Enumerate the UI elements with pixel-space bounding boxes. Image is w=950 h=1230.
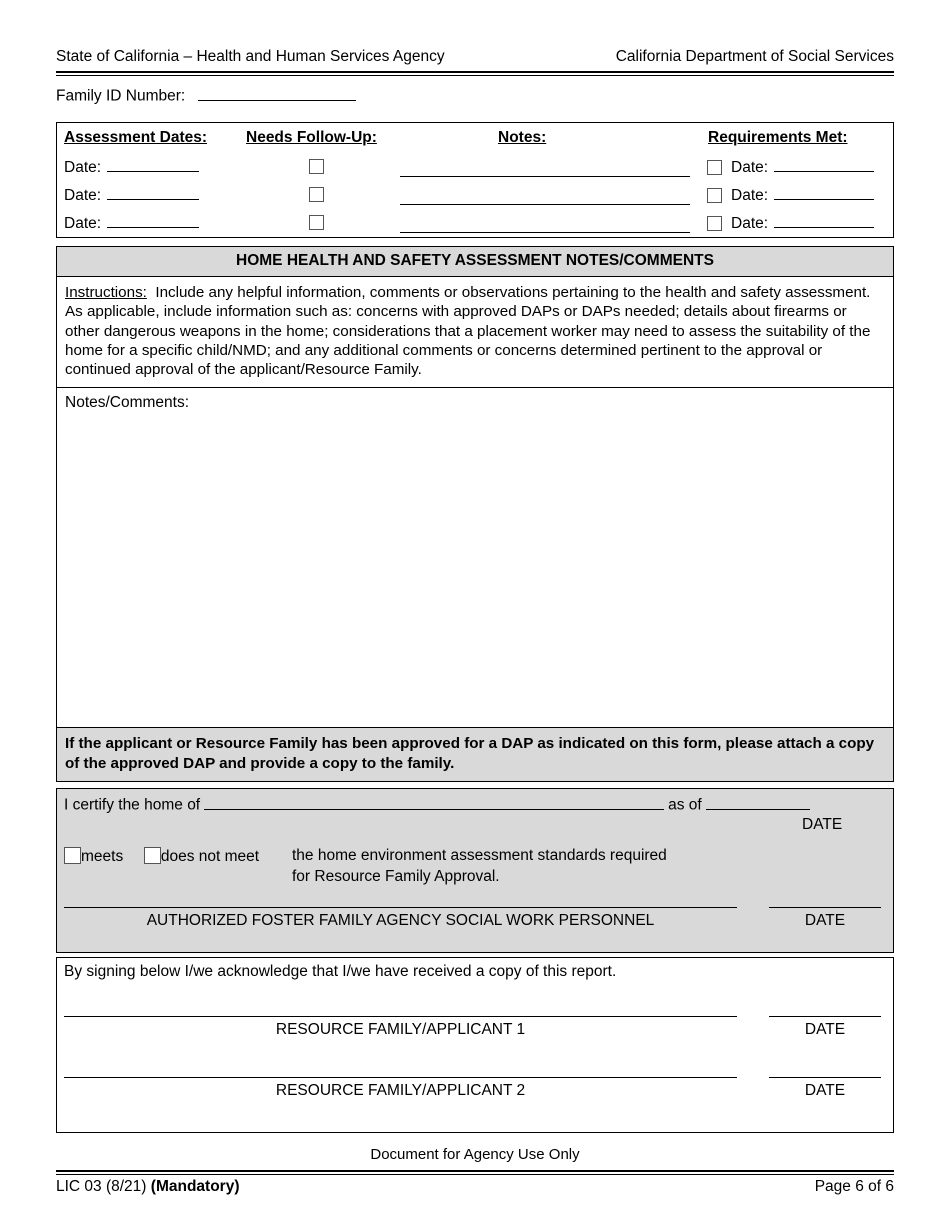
needs-follow-up-checkbox[interactable] bbox=[309, 158, 324, 176]
requirements-date-label: Date: bbox=[731, 186, 769, 204]
column-header-notes: Notes: bbox=[498, 129, 547, 146]
assessment-date-label: Date: bbox=[64, 186, 102, 204]
assessment-date-input[interactable] bbox=[107, 185, 199, 200]
does-not-meet-checkbox[interactable] bbox=[144, 847, 161, 864]
needs-follow-up-checkbox[interactable] bbox=[309, 214, 324, 232]
requirements-date-input[interactable] bbox=[774, 157, 874, 172]
certify-home-name-input[interactable] bbox=[204, 794, 664, 810]
standards-line-2: for Resource Family Approval. bbox=[292, 867, 500, 885]
footer-row bbox=[56, 1178, 894, 1196]
requirements-met-checkbox[interactable] bbox=[707, 216, 722, 231]
assessment-date-input[interactable] bbox=[107, 213, 199, 228]
standards-text bbox=[292, 846, 667, 888]
authorized-personnel-date-caption: DATE bbox=[804, 912, 846, 929]
applicant-2-caption: RESOURCE FAMILY/APPLICANT 2 bbox=[275, 1082, 526, 1099]
notes-input[interactable] bbox=[400, 176, 690, 177]
requirements-met-row bbox=[707, 185, 874, 205]
certification-block bbox=[56, 788, 894, 953]
authorized-personnel-signature-input[interactable] bbox=[64, 907, 737, 908]
does-not-meet-label: does not meet bbox=[160, 848, 260, 865]
notes-comments-textarea[interactable] bbox=[56, 388, 894, 728]
table-row bbox=[64, 213, 199, 233]
requirements-date-label: Date: bbox=[731, 158, 769, 176]
certify-as-of-label: as of bbox=[668, 796, 702, 814]
certify-as-of-date-input[interactable] bbox=[706, 794, 810, 810]
dap-notice: If the applicant or Resource Family has been approved for a DAP as indicated on this form, please attach a copy of the approved DAP and provide a copy to the family. bbox=[56, 728, 894, 782]
applicant-2-date-caption: DATE bbox=[804, 1082, 846, 1099]
header-rule-thin bbox=[56, 75, 894, 76]
column-header-requirements-met: Requirements Met: bbox=[708, 129, 848, 146]
footer-mandatory: (Mandatory) bbox=[150, 1178, 240, 1195]
meets-options bbox=[64, 847, 259, 866]
document-header bbox=[56, 48, 894, 66]
meets-checkbox[interactable] bbox=[64, 847, 81, 864]
table-row bbox=[64, 157, 199, 177]
family-id-row bbox=[56, 85, 356, 106]
checkbox-icon bbox=[309, 215, 324, 230]
notes-input[interactable] bbox=[400, 232, 690, 233]
authorized-personnel-date-input[interactable] bbox=[769, 907, 881, 908]
requirements-met-checkbox[interactable] bbox=[707, 188, 722, 203]
acknowledgement-intro: By signing below I/we acknowledge that I/we have received a copy of this report. bbox=[64, 963, 617, 980]
acknowledgement-block bbox=[56, 957, 894, 1133]
applicant-2-signature-input[interactable] bbox=[64, 1077, 737, 1078]
instructions-text: Include any helpful information, comments or observations pertaining to the health and safety assessment. As applicable, include information such as: concerns with approved DAPs or DAPs needed; details about firearms or other dangerous weapons in the home; considerations that a placement worker may need to assess the suitability of the home for a specific child/NMD; and any additional comments or concerns determined pertinent to the approval or continued approval of the applicant/Resource Family. bbox=[65, 284, 871, 379]
standards-line-1: the home environment assessment standards required bbox=[292, 847, 667, 864]
applicant-1-signature-input[interactable] bbox=[64, 1016, 737, 1017]
family-id-label: Family ID Number: bbox=[56, 87, 186, 105]
agency-right-title: California Department of Social Services bbox=[615, 48, 894, 65]
table-row bbox=[64, 185, 199, 205]
meets-label: meets bbox=[81, 848, 124, 865]
certify-line bbox=[64, 794, 886, 815]
requirements-met-checkbox[interactable] bbox=[707, 160, 722, 175]
applicant-1-caption: RESOURCE FAMILY/APPLICANT 1 bbox=[275, 1021, 526, 1038]
certify-prefix: I certify the home of bbox=[64, 796, 201, 814]
footer-form-id: LIC 03 (8/21) (Mandatory) bbox=[56, 1178, 240, 1195]
footer-page-number: Page 6 of 6 bbox=[814, 1178, 894, 1195]
requirements-met-row bbox=[707, 213, 874, 233]
assessment-date-label: Date: bbox=[64, 214, 102, 232]
authorized-personnel-caption: AUTHORIZED FOSTER FAMILY AGENCY SOCIAL WORK PERSONNEL bbox=[146, 912, 655, 929]
applicant-1-date-caption: DATE bbox=[804, 1021, 846, 1038]
requirements-date-input[interactable] bbox=[774, 185, 874, 200]
needs-follow-up-checkbox[interactable] bbox=[309, 186, 324, 204]
column-header-assessment-dates: Assessment Dates: bbox=[64, 129, 208, 146]
checkbox-icon bbox=[309, 159, 324, 174]
footer-rule-thin bbox=[56, 1174, 894, 1175]
assessment-date-input[interactable] bbox=[107, 157, 199, 172]
requirements-date-label: Date: bbox=[731, 214, 769, 232]
checkbox-icon bbox=[309, 187, 324, 202]
notes-input[interactable] bbox=[400, 204, 690, 205]
assessment-dates-table bbox=[56, 122, 894, 238]
instructions-label: Instructions: bbox=[65, 284, 147, 301]
notes-panel-title: HOME HEALTH AND SAFETY ASSESSMENT NOTES/COMMENTS bbox=[56, 246, 894, 277]
column-header-needs-follow-up: Needs Follow-Up: bbox=[246, 129, 377, 146]
family-id-input[interactable] bbox=[198, 85, 356, 101]
footer-rule-thick bbox=[56, 1170, 894, 1172]
instructions-block bbox=[56, 277, 894, 388]
assessment-date-label: Date: bbox=[64, 158, 102, 176]
applicant-1-date-input[interactable] bbox=[769, 1016, 881, 1017]
requirements-met-row bbox=[707, 157, 874, 177]
agency-left-title: State of California – Health and Human Services Agency bbox=[56, 48, 445, 65]
certify-date-caption: DATE bbox=[802, 816, 843, 833]
header-rule-thick bbox=[56, 71, 894, 73]
notes-comments-label: Notes/Comments: bbox=[65, 394, 190, 412]
footer-agency-note: Document for Agency Use Only bbox=[370, 1146, 580, 1163]
applicant-2-date-input[interactable] bbox=[769, 1077, 881, 1078]
requirements-date-input[interactable] bbox=[774, 213, 874, 228]
notes-comments-panel bbox=[56, 246, 894, 782]
